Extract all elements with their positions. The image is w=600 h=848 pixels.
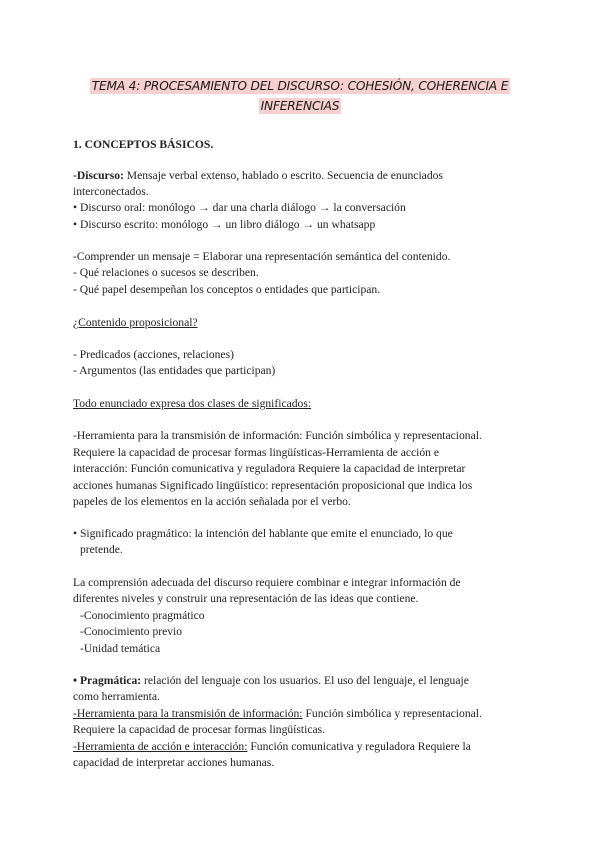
comprension-item-2: -Conocimiento previo bbox=[80, 625, 183, 638]
discurso-escrito: • Discurso escrito: monólogo → un libro diálogo → un whatsapp bbox=[73, 218, 376, 231]
discurso-definition-cont: interconectados. bbox=[73, 185, 149, 198]
comprender-item-2: - Qué papel desempeñan los conceptos o entidades que participan. bbox=[73, 283, 381, 296]
significados-line-4: acciones humanas Significado lingüístico: representación proposicional que indica los bbox=[73, 479, 473, 492]
significados-line-2: Requiere la capacidad de procesar formas lingüísticas-Herramienta de acción e bbox=[73, 446, 439, 459]
herramienta-informacion-cont: Requiere la capacidad de procesar formas lingüísticas. bbox=[73, 723, 326, 736]
title-line-2: INFERENCIAS bbox=[260, 99, 340, 113]
contenido-heading: ¿Contenido proposicional? bbox=[73, 316, 198, 329]
section-heading: 1. CONCEPTOS BÁSICOS. bbox=[73, 138, 214, 151]
discurso-oral: • Discurso oral: monólogo → dar una charla diálogo → la conversación bbox=[73, 201, 406, 214]
comprension-item-3: -Unidad temática bbox=[80, 642, 161, 655]
title-line-1: TEMA 4: PROCESAMIENTO DEL DISCURSO: COHESIÓN, COHERENCIA E bbox=[91, 79, 509, 93]
contenido-item-1: - Predicados (acciones, relaciones) bbox=[73, 348, 234, 361]
significado-pragmatico: • Significado pragmático: la intención del hablante que emite el enunciado, lo que bbox=[73, 527, 453, 540]
comprension-line-1: La comprensión adecuada del discurso requiere combinar e integrar información de bbox=[73, 576, 461, 589]
herramienta-accion: -Herramienta de acción e interacción: Función comunicativa y reguladora Requiere la bbox=[73, 740, 471, 753]
comprender-line: -Comprender un mensaje = Elaborar una representación semántica del contenido. bbox=[73, 250, 451, 263]
pragmatica-term: • Pragmática: bbox=[73, 674, 142, 687]
pragmatica-definition: • Pragmática: relación del lenguaje con los usuarios. El uso del lenguaje, el lenguaje bbox=[73, 674, 469, 687]
comprender-item-1: - Qué relaciones o sucesos se describen. bbox=[73, 266, 259, 279]
significados-line-1: -Herramienta para la transmisión de información: Función simbólica y representacional. bbox=[73, 429, 482, 442]
significados-heading: Todo enunciado expresa dos clases de significados: bbox=[73, 397, 312, 410]
herramienta-informacion-label: -Herramienta para la transmisión de información: bbox=[73, 707, 303, 720]
discurso-definition: -Discurso: Mensaje verbal extenso, hablado o escrito. Secuencia de enunciados bbox=[73, 169, 443, 182]
comprension-item-1: -Conocimiento pragmático bbox=[80, 609, 205, 622]
herramienta-accion-label: -Herramienta de acción e interacción: bbox=[73, 740, 248, 753]
herramienta-informacion: -Herramienta para la transmisión de información: Función simbólica y representacional. bbox=[73, 707, 482, 720]
comprension-line-2: diferentes niveles y construir una representación de las ideas que contiene. bbox=[73, 592, 419, 605]
discurso-term: -Discurso: bbox=[73, 169, 124, 182]
significado-pragmatico-cont: pretende. bbox=[80, 543, 123, 556]
significados-line-5: papeles de los elementos en la acción señalada por el verbo. bbox=[73, 495, 351, 508]
herramienta-accion-cont: capacidad de interpretar acciones humanas. bbox=[73, 756, 275, 769]
contenido-item-2: - Argumentos (las entidades que participan) bbox=[73, 364, 276, 377]
significados-line-3: interacción: Función comunicativa y reguladora Requiere la capacidad de interpretar bbox=[73, 462, 466, 475]
pragmatica-definition-cont: como herramienta. bbox=[73, 690, 160, 703]
